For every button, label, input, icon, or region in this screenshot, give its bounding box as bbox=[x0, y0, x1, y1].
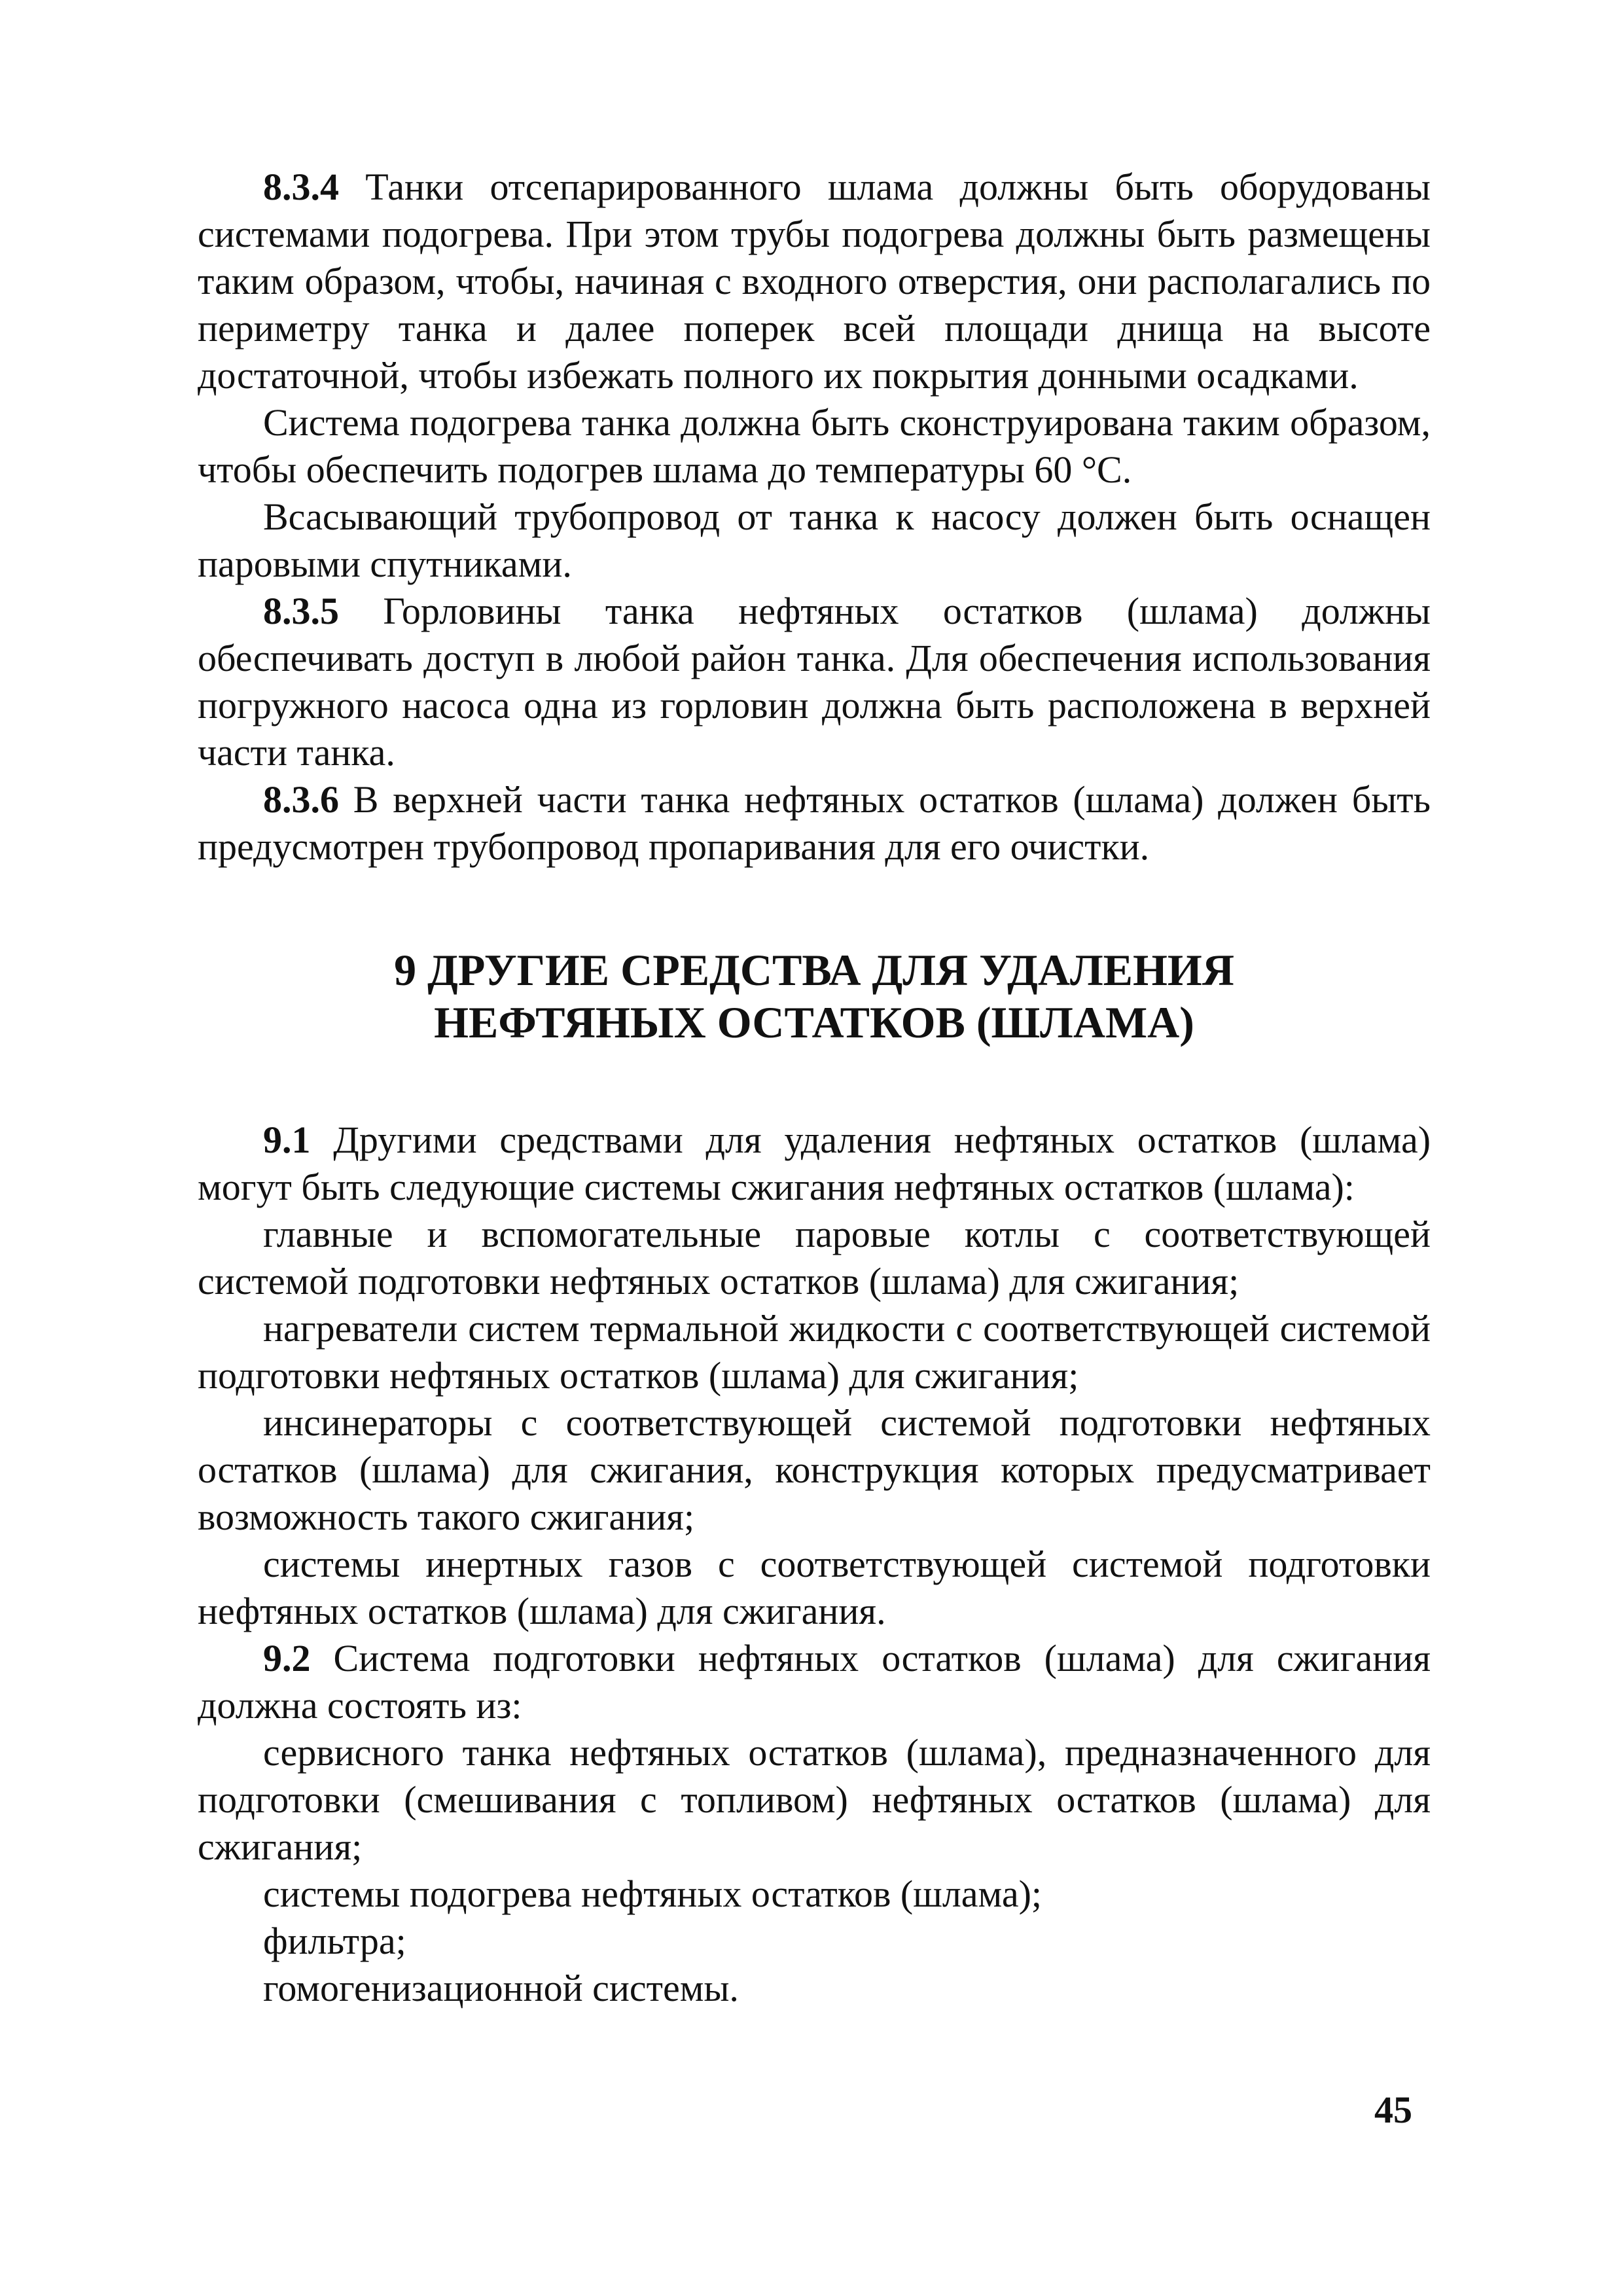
document-page bbox=[198, 164, 1431, 2012]
paragraph-8-3-5 bbox=[198, 588, 1431, 776]
paragraph-text: Другими средствами для удаления нефтяных остатков (шлама) могут быть следующие системы сжигания нефтяных остатков (шлама): bbox=[198, 1119, 1431, 1208]
list-item: нагреватели систем термальной жидкости с соответствующей системой подготовки нефтяных остатков (шлама) для сжигания; bbox=[198, 1307, 1431, 1397]
paragraph-9-1 bbox=[198, 1117, 1431, 1211]
list-item: главные и вспомогательные паровые котлы с соответствующей системой подготовки нефтяных остатков (шлама) для сжигания; bbox=[198, 1213, 1431, 1302]
list-item: системы инертных газов с соответствующей системой подготовки нефтяных остатков (шлама) для сжигания. bbox=[198, 1543, 1431, 1632]
paragraph-8-3-4 bbox=[198, 164, 1431, 399]
paragraph-text: Горловины танка нефтяных остатков (шлама) должны обеспечивать доступ в любой район танка. Для обеспечения использования погружного насоса одна из горловин должна быть расположена в верхней части танка. bbox=[198, 590, 1431, 774]
clause-number: 8.3.6 bbox=[263, 778, 339, 821]
list-item: фильтра; bbox=[263, 1920, 406, 1962]
paragraph-9-2 bbox=[198, 1635, 1431, 1729]
clause-number: 9.1 bbox=[263, 1119, 311, 1161]
paragraph-8-3-4-heating: Система подогрева танка должна быть сконструирована таким образом, чтобы обеспечить подогрев шлама до температуры 60 °С. bbox=[198, 401, 1431, 491]
list-item: системы подогрева нефтяных остатков (шлама); bbox=[263, 1873, 1042, 1915]
paragraph-8-3-6 bbox=[198, 776, 1431, 870]
list-item: гомогенизационной системы. bbox=[263, 1967, 739, 2009]
list-item: сервисного танка нефтяных остатков (шлама), предназначенного для подготовки (смешивания с топливом) нефтяных остатков (шлама) для сжигания; bbox=[198, 1731, 1431, 1868]
paragraph-text: В верхней части танка нефтяных остатков (шлама) должен быть предусмотрен трубопровод пропаривания для его очистки. bbox=[198, 778, 1431, 868]
list-item: инсинераторы с соответствующей системой подготовки нефтяных остатков (шлама) для сжигания, конструкция которых предусматривает возможность такого сжигания; bbox=[198, 1401, 1431, 1538]
paragraph-text: Система подготовки нефтяных остатков (шлама) для сжигания должна состоять из: bbox=[198, 1637, 1431, 1727]
paragraph-text: Танки отсепарированного шлама должны быть оборудованы системами подогрева. При этом трубы подогрева должны быть размещены таким образом, чтобы, начиная с входного отверстия, они располагались по периметру танка и далее поперек всей площади днища на высоте достаточной, чтобы избежать полного их покрытия донными осадками. bbox=[198, 166, 1431, 397]
clause-number: 8.3.5 bbox=[263, 590, 339, 632]
section-heading-line-1: 9 ДРУГИЕ СРЕДСТВА ДЛЯ УДАЛЕНИЯ bbox=[394, 945, 1234, 995]
section-heading bbox=[198, 944, 1431, 1049]
section-heading-line-2: НЕФТЯНЫХ ОСТАТКОВ (ШЛАМА) bbox=[434, 997, 1194, 1047]
paragraph-8-3-4-suction: Всасывающий трубопровод от танка к насосу должен быть оснащен паровыми спутниками. bbox=[198, 495, 1431, 585]
page-number: 45 bbox=[1374, 2089, 1412, 2131]
clause-number: 9.2 bbox=[263, 1637, 311, 1679]
clause-number: 8.3.4 bbox=[263, 166, 339, 208]
